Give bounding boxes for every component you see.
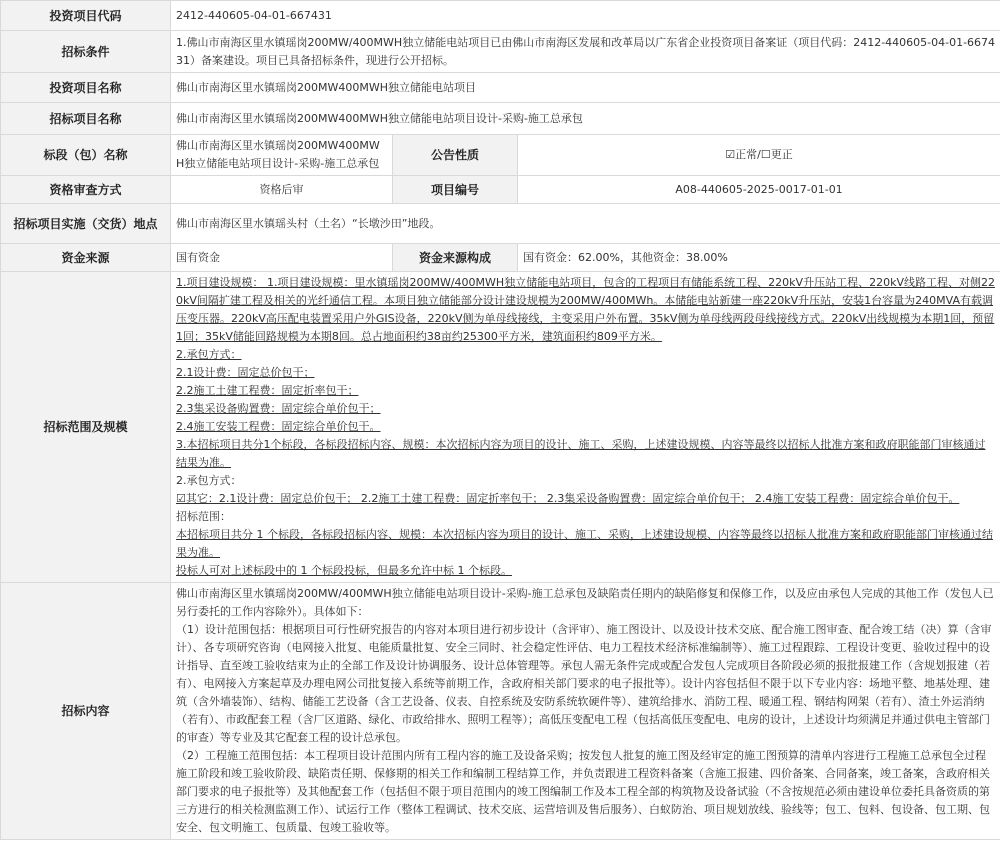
row-content — [1, 583, 1000, 840]
scope-line: 3.本招标项目共分1个标段，各标段招标内容、规模：本次招标内容为项目的设计、施工、采购，上述建设规模、内容等最终以招标人批准方案和政府职能部门审核通过结果为准。 — [176, 438, 986, 469]
scope-line: ☑其它：2.1设计费：固定总价包干； 2.2施工土建工程费：固定折率包干； 2.3集采设备购置费：固定综合单价包干； 2.4施工安装工程费：固定综合单价包干。 — [176, 492, 960, 505]
project-number-label: 项目编号 — [393, 176, 518, 204]
scope-label: 招标范围及规模 — [1, 272, 171, 583]
notice-type-label: 公告性质 — [393, 135, 518, 176]
tender-name-label: 招标项目名称 — [1, 103, 171, 135]
row-location — [1, 204, 1000, 244]
row-project-code — [1, 1, 1000, 31]
content-line: （2）工程施工范围包括：本工程项目设计范围内所有工程内容的施工及设备采购；按发包人批复的施工图及经审定的施工图预算的清单内容进行工程施工总承包全过程施工阶段和竣工验收阶段、缺陷责任期、保修期的相关工作和编制工程结算工作，并负责跟进工程资料备案（含施工报建、四价备案、合同备案，竣工备案，含政府相关部门要求的电子报批等）及其他配套工作（包括但不限于项目范围内的竣工图编制工作及本工程全部的构筑物及设备试验（不含按规范必须由建设单位委托具备资质的第三方进行的相关检测监测工作）、试运行工作（整体工程调试、技术交底、运营培训及售后服务）、白蚁防治、项目规划放线、验线等；包工、包料、包设备、包工期、包安全、包文明施工、包质量、包竣工验收等。 — [176, 749, 990, 834]
scope-line: 2.1设计费：固定总价包干； — [176, 366, 315, 379]
scope-line: 2.承包方式： — [176, 348, 242, 361]
project-code-value: 2412-440605-04-01-667431 — [171, 1, 1000, 31]
row-funding — [1, 244, 1000, 272]
location-label: 招标项目实施（交货）地点 — [1, 204, 171, 244]
scope-line: 2.3集采设备购置费：固定综合单价包干； — [176, 402, 381, 415]
content-label: 招标内容 — [1, 583, 171, 840]
notice-type-value: ☑正常/☐更正 — [518, 135, 1000, 176]
row-qualification — [1, 176, 1000, 204]
row-conditions — [1, 31, 1000, 73]
investment-name-label: 投资项目名称 — [1, 73, 171, 103]
row-investment-name — [1, 73, 1000, 103]
content-text — [171, 583, 1000, 840]
funding-label: 资金来源 — [1, 244, 171, 272]
qualification-label: 资格审查方式 — [1, 176, 171, 204]
scope-content — [171, 272, 1000, 583]
conditions-label: 招标条件 — [1, 31, 171, 73]
funding-structure-value: 国有资金：62.00%，其他资金：38.00% — [518, 244, 1000, 272]
project-number-value: A08-440605-2025-0017-01-01 — [518, 176, 1000, 204]
section-value: 佛山市南海区里水镇瑶岗200MW400MWH独立储能电站项目设计-采购-施工总承包 — [171, 135, 393, 176]
scope-line: 1.项目建设规模： 1.项目建设规模：里水镇瑶岗200MW/400MWH独立储能电站项目，包含的工程项目有储能系统工程、220kV升压站工程、220kV线路工程、对侧220kV间隔扩建工程及相关的光纤通信工程。本项目独立储能部分设计建设规模为200MW/400MWh。本储能电站新建一座220kV升压站，安装1台容量为240MVA有载调压变压器。220kV高压配电装置采用户外GIS设备，220kV侧为单母线接线，主变采用户外布置。35kV侧为单母线两段母线接线方式。220kV出线规模为本期1回，预留1回；35kV储能回路规模为本期8回。总占地面积约38亩约25300平方米，建筑面积约809平方米。 — [176, 276, 995, 343]
scope-line: 2.承包方式： — [176, 474, 242, 487]
project-code-label: 投资项目代码 — [1, 1, 171, 31]
scope-line: 2.2施工土建工程费：固定折率包干； — [176, 384, 359, 397]
scope-line: 招标范围： — [176, 510, 231, 523]
conditions-value: 1.佛山市南海区里水镇瑶岗200MW/400MWH独立储能电站项目已由佛山市南海区发展和改革局以广东省企业投资项目备案证（项目代码：2412-440605-04-01-667431）备案建设。项目已具备招标条件，现进行公开招标。 — [171, 31, 1000, 73]
content-line: 佛山市南海区里水镇瑶岗200MW/400MWH独立储能电站项目设计-采购-施工总承包及缺陷责任期内的缺陷修复和保修工作，以及应由承包人完成的其他工作（发包人已另行委托的工作内容除外）。具体如下： — [176, 587, 994, 618]
section-label: 标段（包）名称 — [1, 135, 171, 176]
funding-value: 国有资金 — [171, 244, 393, 272]
row-scope — [1, 272, 1000, 583]
row-tender-name — [1, 103, 1000, 135]
row-section — [1, 135, 1000, 176]
content-line: （1）设计范围包括：根据项目可行性研究报告的内容对本项目进行初步设计（含评审）、施工图设计、以及设计技术交底、配合施工图审查、配合竣工结（决）算（含审计）、各专项研究咨询（电网接入批复、电能质量批复、安全三同时、社会稳定性评估、电力工程技术经济标准编制等）、施工过程跟踪、工程设计变更、验收过程中的设计指导、直至竣工验收结束为止的全部工作及设计协调服务、设计总体管理等。承包人需无条件完成或配合发包人完成项目各阶段必须的报批报建工作（含规划报建（若有）、电网接入方案起草及办理电网公司批复接入系统等前期工作，含政府相关部门要求的电子报批等）。设计内容包括但不限于以下专业内容：场地平整、地基处理、建筑（含外墙装饰）、结构、储能工艺设备（含工艺设备、仪表、自控系统及安防系统软硬件等）、建筑给排水、消防工程、暖通工程、钢结构网架（若有）、渣土外运消纳（若有）、市政配套工程（含厂区道路、绿化、市政给排水、照明工程等）；高低压变配电工程（包括高低压变配电、电房的设计，上述设计均须满足并通过供电主管部门的审查）等专业及其它配套工程的设计总承包。 — [176, 623, 992, 744]
scope-line: 2.4施工安装工程费：固定综合单价包干。 — [176, 420, 381, 433]
qualification-value: 资格后审 — [171, 176, 393, 204]
scope-line: 投标人可对上述标段中的 1 个标段投标，但最多允许中标 1 个标段。 — [176, 564, 512, 577]
tender-name-value: 佛山市南海区里水镇瑶岗200MW400MWH独立储能电站项目设计-采购-施工总承包 — [171, 103, 1000, 135]
location-value: 佛山市南海区里水镇瑶头村（土名）“长墩沙田”地段。 — [171, 204, 1000, 244]
funding-structure-label: 资金来源构成 — [393, 244, 518, 272]
investment-name-value: 佛山市南海区里水镇瑶岗200MW400MWH独立储能电站项目 — [171, 73, 1000, 103]
scope-line: 本招标项目共分 1 个标段，各标段招标内容、规模：本次招标内容为项目的设计、施工、采购，上述建设规模、内容等最终以招标人批准方案和政府职能部门审核通过结果为准。 — [176, 528, 993, 559]
